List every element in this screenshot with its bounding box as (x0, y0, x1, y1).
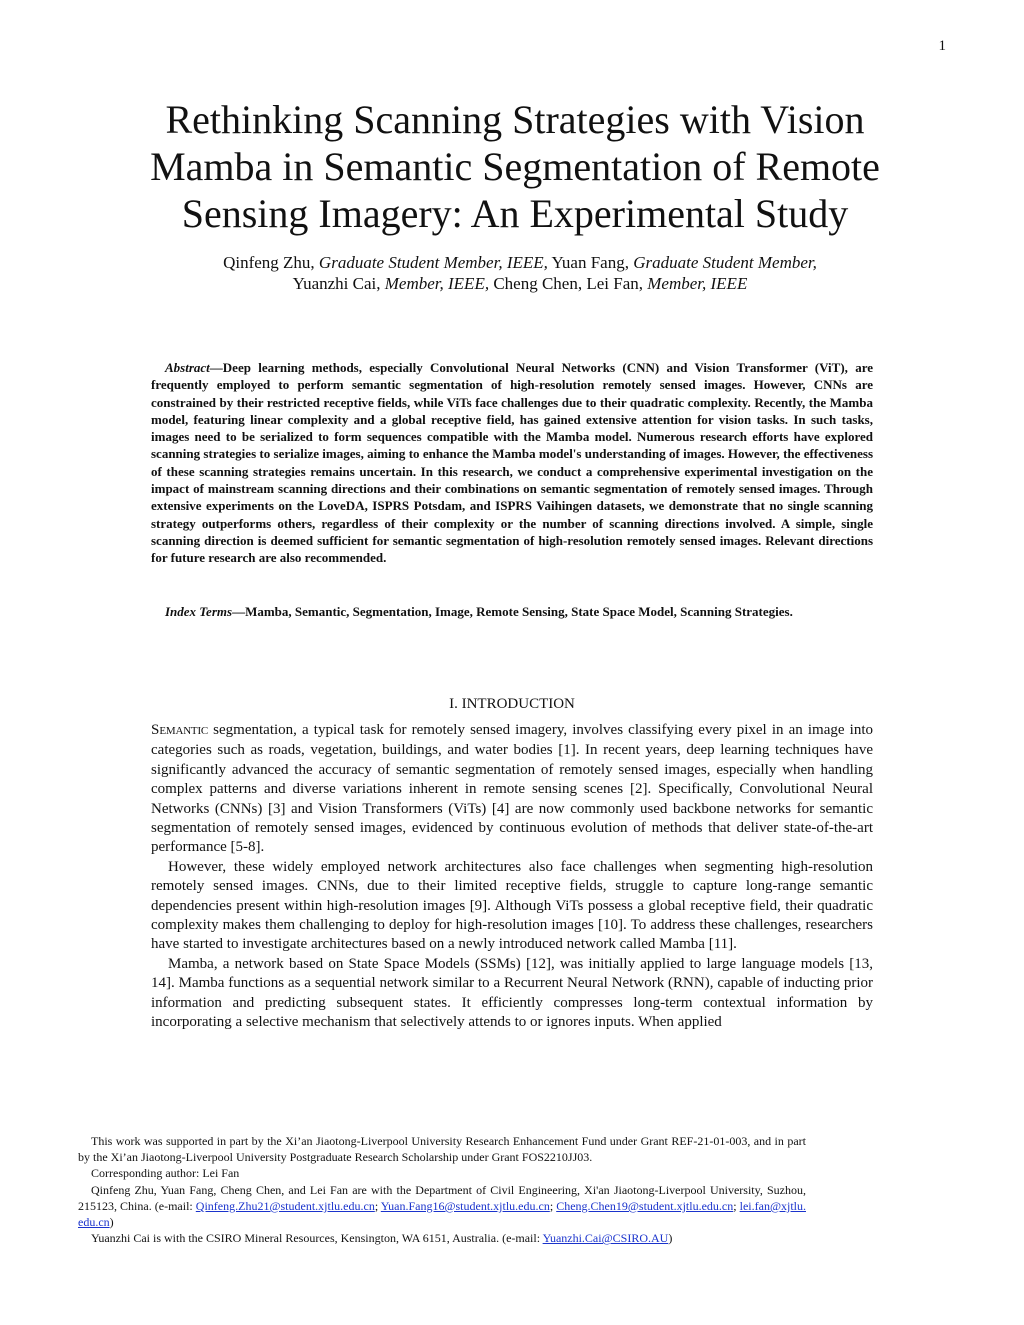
abstract-text: Deep learning methods, especially Convolutional Neural Networks (CNN) and Vision Transformer (ViT), are frequently employed to perform semantic segmentation of high-resolution remotely sensed images. However, CNNs are constrained by their restricted receptive fields, while ViTs face challenges due to their quadratic complexity. Recently, the Mamba model, featuring linear complexity and a global receptive field, has gained extensive attention for vision tasks. In such tasks, images need to be serialized to form sequences compatible with the Mamba model. Numerous research efforts have explored scanning strategies to serialize images, aiming to enhance the Mamba model's understanding of images. However, the effectiveness of these scanning strategies remains uncertain. In this research, we conduct a comprehensive experimental investigation on the impact of mainstream scanning directions and their combinations on semantic segmentation of remotely sensed images. Through extensive experiments on the LoveDA, ISPRS Potsdam, and ISPRS Vaihingen datasets, we demonstrate that no single scanning strategy outperforms others, regardless of their complexity or the number of scanning directions involved. A simple, single scanning direction is deemed sufficient for semantic segmentation of high-resolution remotely sensed images. Relevant directions for future research are also recommended. (151, 360, 873, 566)
index-terms-dash: — (232, 604, 246, 619)
author-role: Member, IEEE (647, 274, 748, 293)
email-link[interactable]: Yuanzhi.Cai@CSIRO.AU (542, 1231, 669, 1246)
author-name: Qinfeng Zhu, (223, 253, 315, 272)
index-terms (151, 603, 873, 621)
separator: ; (549, 1198, 557, 1213)
email-link[interactable]: Qinfeng.Zhu21@student.xjtlu.edu.cn (195, 1198, 375, 1213)
email-link[interactable]: lei.fan@xjtlu.edu.cn (78, 1198, 806, 1230)
footnotes (78, 1133, 806, 1246)
author-list (130, 252, 910, 294)
cai-affiliation-note (78, 1230, 806, 1246)
paper-title: Rethinking Scanning Strategies with Vision Mamba in Semantic Segmentation of Remote Sensing Imagery: An Experimental Study (150, 97, 880, 236)
index-terms-text: Mamba, Semantic, Segmentation, Image, Remote Sensing, State Space Model, Scanning Strategies. (245, 604, 793, 619)
affiliation-note (78, 1182, 806, 1231)
small-caps-word: EMANTIC (159, 725, 209, 737)
author-name: Yuan Fang, (551, 253, 629, 272)
paragraph: Mamba, a network based on State Space Models (SSMs) [12], was initially applied to large language models [13, 14]. Mamba functions as a sequential network similar to a Recurrent Neural Network (RNN), capable of inducting prior information and predicting subsequent states. It efficiently compresses long-term contextual information by incorporating a selective mechanism that selectively attends to or ignores inputs. When applied (151, 955, 873, 1031)
email-link[interactable]: Cheng.Chen19@student.xjtlu.edu.cn (556, 1198, 734, 1213)
page-number: 1 (938, 38, 946, 54)
affiliation-text: Qinfeng Zhu, Yuan Fang, Cheng Chen, and Lei Fan are with the Department of Civil Engineering, Xi'an Jiaotong-Liverpool University, Suzhou, 215123, China. (e-mail: (78, 1182, 806, 1213)
author-name: Cheng Chen, Lei Fan, (493, 274, 643, 293)
separator: ; (733, 1198, 740, 1213)
author-role: Graduate Student Member, IEEE, (318, 253, 548, 272)
paragraph-text: segmentation, a typical task for remotely sensed imagery, involves classifying every pixel in an image into categories such as roads, vegetation, buildings, and water bodies [1]. In recent years, deep learning techniques have significantly advanced the accuracy of semantic segmentation of remotely sensed images, especially when handling complex patterns and diverse variations inherent in remote sensing scenes [2]. Specifically, Convolutional Neural Networks (CNNs) [3] and Vision Transformers (ViTs) [4] are now commonly used backbone networks for semantic segmentation of remotely sensed images, evidenced by continuous evolution of methods that deliver state-of-the-art performance [5-8]. (151, 722, 873, 856)
introduction-body (151, 721, 873, 1033)
abstract-label: Abstract (165, 360, 210, 375)
section-heading: I. INTRODUCTION (449, 696, 575, 712)
affiliation-text: Yuanzhi Cai is with the CSIRO Mineral Resources, Kensington, WA 6151, Australia. (e-mail: (91, 1231, 543, 1246)
separator: ; (374, 1198, 381, 1213)
author-role: Graduate Student Member, (633, 253, 817, 272)
funding-note: This work was supported in part by the Xi’an Jiaotong-Liverpool University Research Enhancement Fund under Grant REF-21-01-003, and in part by the Xi’an Jiaotong-Liverpool University Postgraduate Research Scholarship under Grant FOS2210JJ03. (78, 1134, 806, 1165)
closing-paren: ) (109, 1215, 114, 1230)
paragraph: However, these widely employed network architectures also face challenges when segmenting high-resolution remotely sensed images. CNNs, due to their limited receptive fields, struggle to capture long-range semantic dependencies present within high-resolution images [9]. Although ViTs possess a global receptive field, their quadratic complexity makes them challenging to deploy for high-resolution images [10]. To address these challenges, researchers have started to investigate architectures based on a newly introduced network called Mamba [11]. (151, 858, 873, 953)
corresponding-author-note: Corresponding author: Lei Fan (91, 1166, 240, 1181)
index-terms-label: Index Terms (165, 604, 233, 619)
drop-initial: S (151, 722, 160, 738)
abstract (151, 359, 873, 567)
email-link[interactable]: Yuan.Fang16@student.xjtlu.edu.cn (380, 1198, 550, 1213)
abstract-dash: — (209, 360, 223, 375)
paragraph (151, 721, 873, 858)
author-name: Yuanzhi Cai, (292, 274, 381, 293)
closing-paren: ) (668, 1231, 673, 1246)
author-role: Member, IEEE, (384, 274, 490, 293)
